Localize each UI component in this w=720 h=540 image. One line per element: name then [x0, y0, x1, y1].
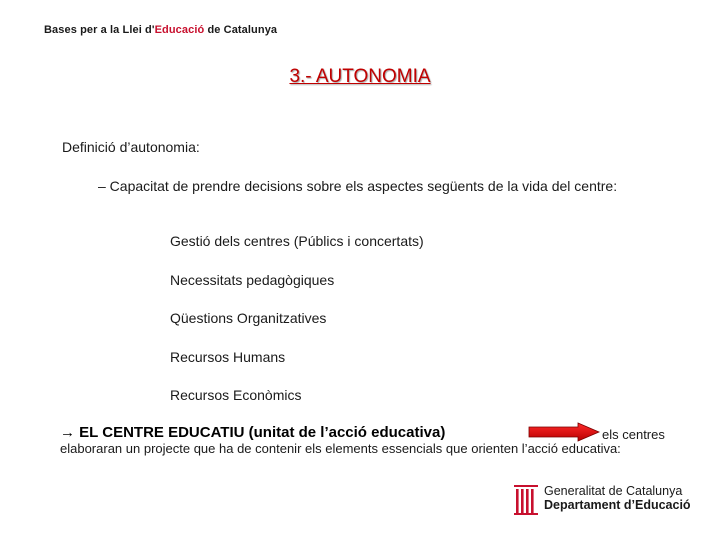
header-text-start: Bases per a la Llei d' — [44, 24, 155, 36]
conclusion-after-arrow: els centres — [602, 427, 665, 442]
header-text-educacio: Educació — [154, 24, 205, 36]
logo-line-2: Departament d’Educació — [544, 498, 691, 512]
right-arrow-icon — [528, 422, 600, 442]
list-item: Recursos Econòmics — [170, 387, 302, 403]
list-item: Necessitats pedagògiques — [170, 271, 335, 288]
header-text-end: de Catalunya — [204, 24, 278, 36]
logo-line-1: Generalitat de Catalunya — [544, 484, 683, 498]
conclusion-bold: → EL CENTRE EDUCATIU (unitat de l’acció educativa) — [60, 424, 446, 441]
slide-title: 3.- AUTONOMIA — [289, 66, 431, 87]
senyera-icon — [514, 485, 538, 515]
definition-label: Definició d’autonomia: — [62, 139, 200, 155]
capacitat-text: – Capacitat de prendre decisions sobre els aspectes següents de la vida del centre: — [98, 178, 618, 194]
list-item: Qüestions Organitzatives — [170, 310, 327, 326]
conclusion-continuation: elaboraran un projecte que ha de contenir els elements essencials que orienten l’acció educativa: — [60, 441, 621, 456]
aspects-list — [170, 233, 424, 426]
list-item: Gestió dels centres (Públics i concertats) — [170, 233, 424, 249]
list-item: Recursos Humans — [170, 348, 286, 365]
document-header — [44, 24, 277, 36]
generalitat-logo — [514, 484, 694, 516]
